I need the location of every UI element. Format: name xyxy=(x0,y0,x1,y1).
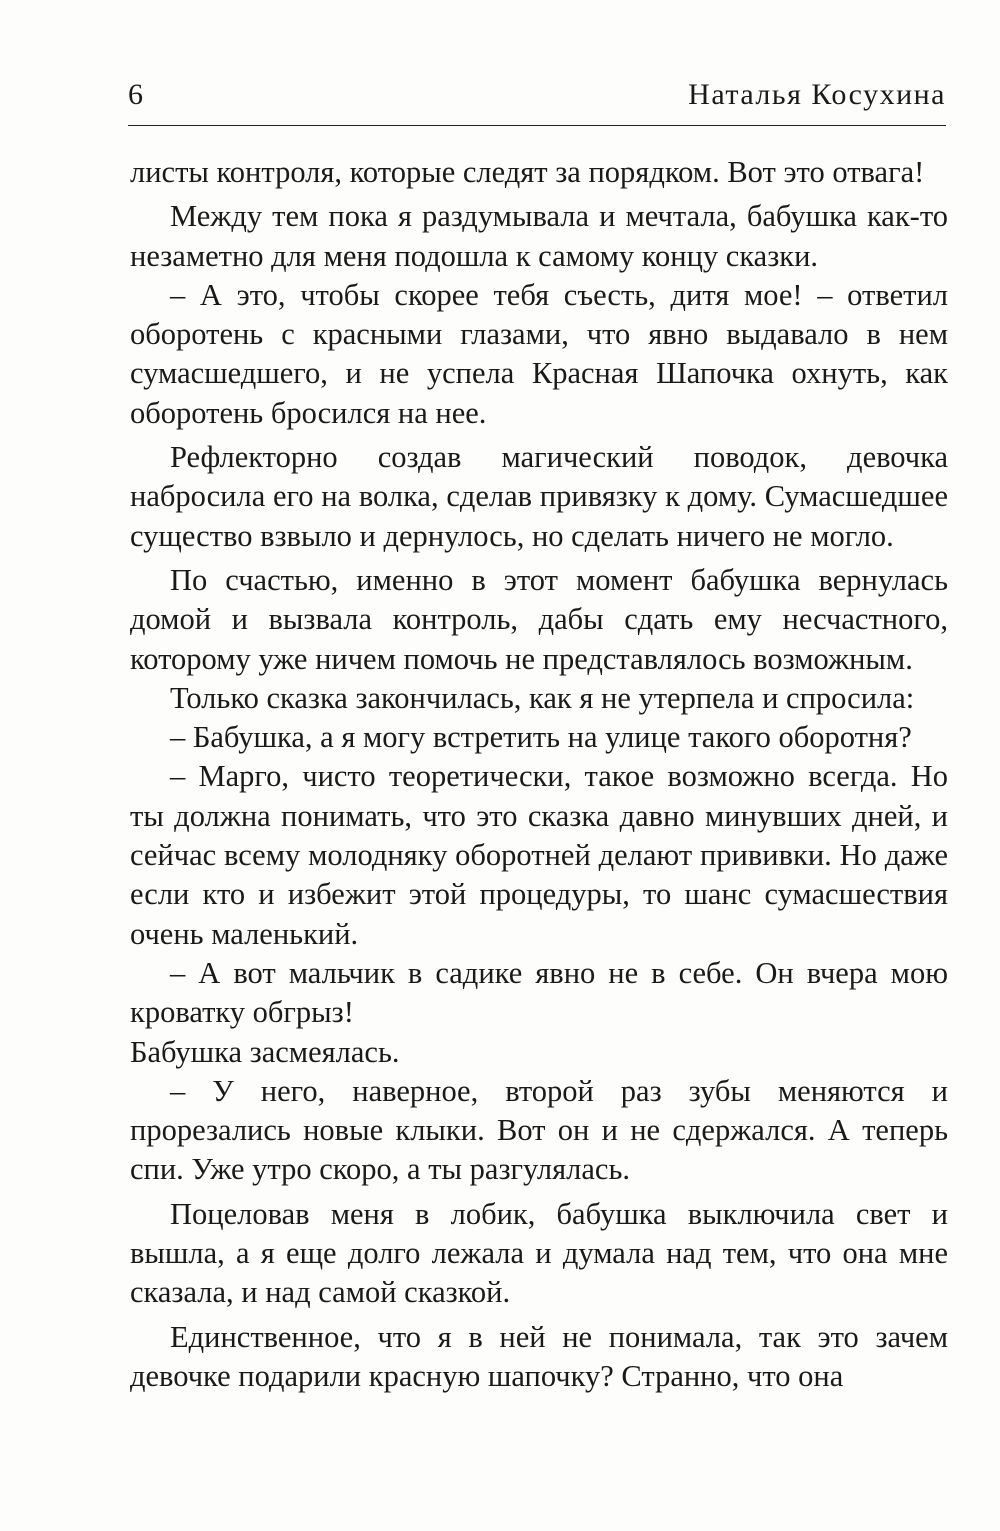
paragraph: Только сказка закончилась, как я не утерпела и спросила: xyxy=(170,680,915,715)
paragraph: Между тем пока я раздумывала и мечтала, бабушка как-то незаметно для меня подошла к самому концу сказки. xyxy=(130,199,948,273)
paragraph: – А это, чтобы скорее тебя съесть, дитя мое! – ответил оборотень с красными глазами, что явно выдавало в нем сумасшедшего, и не успела Красная Шапочка охнуть, как оборотень бросился на нее. xyxy=(130,277,948,430)
paragraph: Бабушка засмеялась. xyxy=(130,1034,400,1069)
paragraph: Рефлекторно создав магический поводок, девочка набросила его на волка, сделав привязку к дому. Сумасшедшее существо взвыло и дернулось, но сделать ничего не могло. xyxy=(130,440,948,553)
running-header xyxy=(128,72,946,124)
header-rule xyxy=(128,125,946,126)
paragraph: Единственное, что я в ней не понимала, так это зачем девочке подарили красную шапочку? Странно, что она xyxy=(130,1319,948,1393)
paragraph: – У него, наверное, второй раз зубы меняются и прорезались новые клыки. Вот он и не сдержался. А теперь спи. Уже утро скоро, а ты разгулялась. xyxy=(130,1073,948,1187)
page-number: 6 xyxy=(128,78,143,111)
paragraph: – А вот мальчик в садике явно не в себе. Он вчера мою кроватку обгрыз! xyxy=(130,955,948,1030)
paragraph: – Бабушка, а я могу встретить на улице такого оборотня? xyxy=(170,720,912,755)
paragraph: По счастью, именно в этот момент бабушка вернулась домой и вызвала контроль, дабы сдать ему несчастного, которому уже ничем помочь не представлялось возможным. xyxy=(130,562,948,676)
paragraph: – Марго, чисто теоретически, такое возможно всегда. Но ты должна понимать, что это сказка давно минувших дней, и сейчас всему молодняку оборотней делают прививки. Но даже если кто и избежит этой процедуры, то шанс сумасшествия очень маленький. xyxy=(130,759,948,951)
author-name: Наталья Косухина xyxy=(688,78,946,111)
paragraph: Поцеловав меня в лобик, бабушка выключила свет и вышла, а я еще долго лежала и думала над тем, что она мне сказала, и над самой сказкой. xyxy=(130,1196,948,1310)
body-text xyxy=(130,153,948,1396)
paragraph: листы контроля, которые следят за порядком. Вот это отвага! xyxy=(130,155,925,189)
